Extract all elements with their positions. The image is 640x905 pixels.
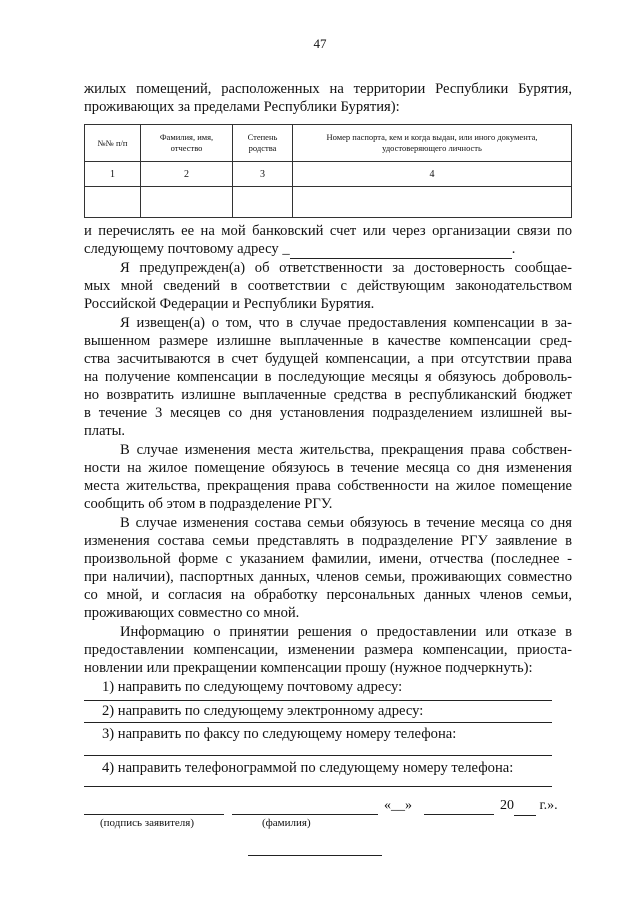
option-phonogram[interactable]: 4) направить телефонограммой по следующему номеру телефона: (102, 760, 514, 776)
page-number: 47 (313, 36, 327, 51)
warned-line-2: мых мной сведений в соответствии с действующим законодательством (84, 278, 572, 294)
family-line-1: В случае изменения состава семьи обязуюсь в течение месяца со дня (120, 515, 572, 531)
table-row (85, 187, 572, 218)
surname-field[interactable] (232, 814, 378, 815)
warned-line-1: Я предупрежден(а) об ответственности за достоверность сообщае- (120, 260, 572, 276)
table-cell[interactable] (233, 187, 293, 218)
informed-line-2: вышенном размере излишне выплаченные в качестве компенсации сред- (84, 333, 572, 349)
signature-field[interactable] (84, 814, 224, 815)
informed-line-6: в течение 3 месяцев со дня установления подразделением излишней вы- (84, 405, 572, 421)
date-close-quote: » (405, 798, 412, 813)
decision-line-1: Информацию о принятии решения о предоставлении или отказе в (120, 624, 572, 640)
informed-line-1: Я извещен(а) о том, что в случае предоставления компенсации в за- (120, 315, 572, 331)
table-header-cell: №№ п/п (85, 125, 141, 162)
family-line-5: со мной, и согласия на обработку персональных данных членов семьи, (84, 587, 572, 603)
table-number-cell: 4 (293, 162, 572, 187)
phonogram-answer-line[interactable] (84, 786, 552, 787)
residence-line-3: места жительства, прекращения права собственности на жилое помещение (84, 478, 572, 494)
date-month-field[interactable] (424, 814, 494, 815)
intro-line-1: жилых помещений, расположенных на территории Республики Бурятия, (84, 81, 572, 97)
table-header-row (85, 125, 572, 162)
year-prefix: 20 (500, 798, 514, 813)
residence-line-1: В случае изменения места жительства, прекращения права собствен- (120, 442, 572, 458)
decision-line-2: предоставлении компенсации, изменении размера компенсации, приоста- (84, 642, 572, 658)
table-header-cell: Фамилия, имя, отчество (141, 125, 233, 162)
year-field[interactable] (514, 797, 536, 816)
informed-line-5: но возвратить излишне выплаченные средства в республиканский бюджет (84, 387, 572, 403)
family-members-table (84, 124, 572, 218)
warned-line-3: Российской Федерации и Республики Бурятия. (84, 296, 375, 312)
residence-line-4: сообщить об этом в подразделение РГУ. (84, 496, 333, 512)
family-line-6: проживающих совместно со мной. (84, 605, 300, 621)
option-postal[interactable]: 1) направить по следующему почтовому адресу: (102, 679, 403, 695)
family-line-4: при наличии), паспортных данных, членов семьи, проживающих совместно (84, 569, 572, 585)
informed-line-4: на получение компенсации в последующие месяцы я обязуюсь доброволь- (84, 369, 572, 385)
option-email[interactable]: 2) направить по следующему электронному адресу: (102, 703, 424, 719)
surname-caption: (фамилия) (262, 817, 311, 829)
residence-line-2: ности на жилое помещение обязуюсь в течение месяца со дня изменения (84, 460, 572, 476)
transfer-text: следующему почтовому адресу _ (84, 241, 290, 257)
family-line-3: произвольной форме с указанием фамилии, имени, отчества (последнее - (84, 551, 572, 567)
transfer-end: . (511, 241, 516, 257)
option-fax[interactable]: 3) направить по факсу по следующему номеру телефона: (102, 726, 457, 742)
year-suffix: г.». (539, 798, 558, 813)
transfer-line-1: и перечислять ее на мой банковский счет или через организации связи по (84, 223, 572, 239)
signature-caption: (подпись заявителя) (100, 817, 195, 829)
table-cell[interactable] (85, 187, 141, 218)
transfer-line-2 (84, 240, 572, 259)
table-number-row (85, 162, 572, 187)
table-number-cell: 3 (233, 162, 293, 187)
decision-line-3: новлении или прекращении компенсации прошу (нужное подчеркнуть): (84, 660, 533, 676)
table-number-cell: 1 (85, 162, 141, 187)
date-open-quote: « (384, 798, 391, 813)
postal-address-field[interactable] (290, 240, 512, 259)
intro-line-2: проживающих за пределами Республики Бурятия): (84, 99, 400, 115)
table-header-cell: Степень родства (233, 125, 293, 162)
table-number-cell: 2 (141, 162, 233, 187)
table-cell[interactable] (293, 187, 572, 218)
email-answer-line[interactable] (84, 722, 552, 723)
date-day-field[interactable]: __ (391, 798, 405, 813)
closing-divider (248, 855, 382, 856)
informed-line-3: ства засчитываются в счет будущей компенсации, а при отсутствии права (84, 351, 572, 367)
date-year (500, 797, 558, 816)
table-header-cell: Номер паспорта, кем и когда выдан, или иного документа, удостоверяющего личность (293, 125, 572, 162)
fax-answer-line[interactable] (84, 755, 552, 756)
date-day (384, 797, 412, 815)
table-cell[interactable] (141, 187, 233, 218)
postal-answer-line[interactable] (84, 700, 552, 701)
family-line-2: изменения состава семьи представлять в подразделение РГУ заявление в (84, 533, 572, 549)
informed-line-7: платы. (84, 423, 126, 439)
